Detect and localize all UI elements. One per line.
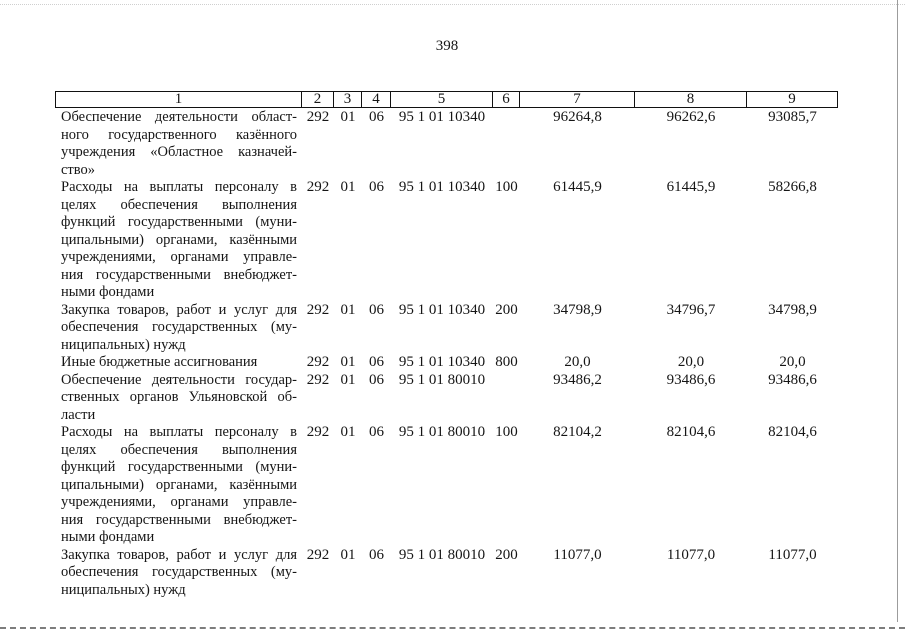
row-name-line: Закупка товаров, работ и услуг для [61,546,297,563]
department-code: 292 [306,546,330,563]
column-number-7: 7 [520,91,635,108]
table-row [55,424,838,547]
amount-column-7: 96264,8 [553,109,602,125]
row-name-line: ниципальных) нужд [61,336,186,353]
table-row [55,547,838,600]
section-code: 01 [340,424,356,440]
subsection-code: 06 [369,179,384,195]
amount-column-8: 93486,6 [666,371,716,388]
subsection-code: 06 [369,354,384,370]
amount-column-8: 96262,6 [666,109,716,125]
table-header [55,91,838,108]
table-body [55,109,838,599]
row-name-line: ципальными) органами, казёнными [61,231,297,248]
column-number-8: 8 [635,91,747,108]
row-name [55,179,302,302]
row-name-line: Иные бюджетные ассигнования [61,354,258,370]
row-name-line: ниципальных) нужд [61,581,186,598]
department-code: 292 [306,301,330,318]
expense-type-code [493,372,520,425]
row-name-line: Расходы на выплаты персоналу в [61,424,297,440]
row-name [55,424,302,547]
scan-top-edge [0,4,905,5]
target-item-code: 95 1 01 80010 [398,546,486,563]
column-number-6: 6 [493,91,520,108]
row-name-line: функций государственными (муни- [61,459,297,475]
amount-column-9: 82104,6 [768,424,817,440]
row-name-line: ственных органов Ульяновской об- [61,389,297,405]
column-number-4: 4 [362,91,391,108]
subsection-code: 06 [369,546,384,563]
amount-column-8: 11077,0 [666,546,716,563]
column-number-1: 1 [55,91,302,108]
page-number: 398 [435,38,459,54]
amount-column-9: 93085,7 [768,109,817,125]
row-name-line: ния государственными внебюджет- [61,266,297,283]
target-item-code: 95 1 01 10340 [398,109,486,125]
target-item-code: 95 1 01 10340 [398,179,486,195]
subsection-code: 06 [369,371,384,388]
amount-column-7: 34798,9 [553,301,602,318]
section-code: 01 [340,546,356,563]
amount-column-7: 20,0 [564,354,591,370]
section-code: 01 [340,354,356,370]
column-number-9: 9 [747,91,838,108]
amount-column-9: 11077,0 [768,546,817,563]
column-number-3: 3 [334,91,362,108]
row-name-line: Обеспечение деятельности государ- [61,371,297,388]
row-name-line: функций государственными (муни- [61,214,297,230]
row-name [55,547,302,600]
amount-column-7: 93486,2 [553,371,602,388]
table-row [55,179,838,302]
row-name [55,354,302,372]
amount-column-8: 61445,9 [666,179,716,195]
amount-column-9: 93486,6 [768,371,817,388]
amount-column-7: 61445,9 [553,179,602,195]
expense-type-code: 200 [495,301,518,318]
subsection-code: 06 [369,424,384,440]
row-name-line: учреждениями, органами управле- [61,494,297,510]
row-name-line: учреждения «Областное казначей- [61,144,297,160]
table-row [55,372,838,425]
amount-column-9: 20,0 [779,354,806,370]
row-name-line: ципальными) органами, казёнными [61,476,297,493]
department-code: 292 [306,424,330,440]
amount-column-8: 82104,6 [666,424,716,440]
column-number-2: 2 [302,91,334,108]
section-code: 01 [340,109,356,125]
target-item-code: 95 1 01 10340 [398,354,486,370]
row-name-line: ния государственными внебюджет- [61,511,297,528]
department-code: 292 [306,109,330,125]
row-name-line: обеспечения государственных (му- [61,564,297,580]
department-code: 292 [306,371,330,388]
row-name-line: учреждениями, органами управле- [61,249,297,265]
target-item-code: 95 1 01 10340 [398,301,486,318]
table-row [55,109,838,179]
expense-type-code: 800 [495,354,518,370]
row-name-line: целях обеспечения выполнения [61,441,297,458]
amount-column-8: 20,0 [677,354,705,370]
target-item-code: 95 1 01 80010 [398,424,486,440]
column-number-5: 5 [391,91,493,108]
row-name-line: целях обеспечения выполнения [61,196,297,213]
scan-right-edge [897,0,898,622]
row-name-line: ласти [61,406,96,423]
amount-column-7: 82104,2 [553,424,602,440]
scan-bottom-edge [0,627,905,629]
amount-column-8: 34796,7 [666,301,716,318]
row-name-line: Обеспечение деятельности област- [61,109,297,125]
row-name-line: ными фондами [61,529,155,545]
section-code: 01 [340,301,356,318]
row-name [55,372,302,425]
table-row [55,302,838,355]
expense-type-code: 100 [495,179,518,195]
section-code: 01 [340,371,356,388]
expense-type-code [493,109,520,179]
table-row [55,354,838,372]
row-name-line: обеспечения государственных (му- [61,319,297,335]
row-name [55,109,302,179]
section-code: 01 [340,179,356,195]
department-code: 292 [306,354,330,370]
row-name-line: ными фондами [61,284,155,300]
row-name-line: Закупка товаров, работ и услуг для [61,301,297,318]
expense-type-code: 200 [495,546,518,563]
row-name-line: ного государственного казённого [61,126,297,143]
department-code: 292 [306,179,330,195]
target-item-code: 95 1 01 80010 [398,371,486,388]
amount-column-9: 58266,8 [768,179,817,195]
amount-column-9: 34798,9 [768,301,817,318]
amount-column-7: 11077,0 [553,546,602,563]
subsection-code: 06 [369,109,384,125]
subsection-code: 06 [369,301,384,318]
row-name-line: ство» [61,161,96,178]
expense-type-code: 100 [495,424,518,440]
row-name [55,302,302,355]
row-name-line: Расходы на выплаты персоналу в [61,179,297,195]
